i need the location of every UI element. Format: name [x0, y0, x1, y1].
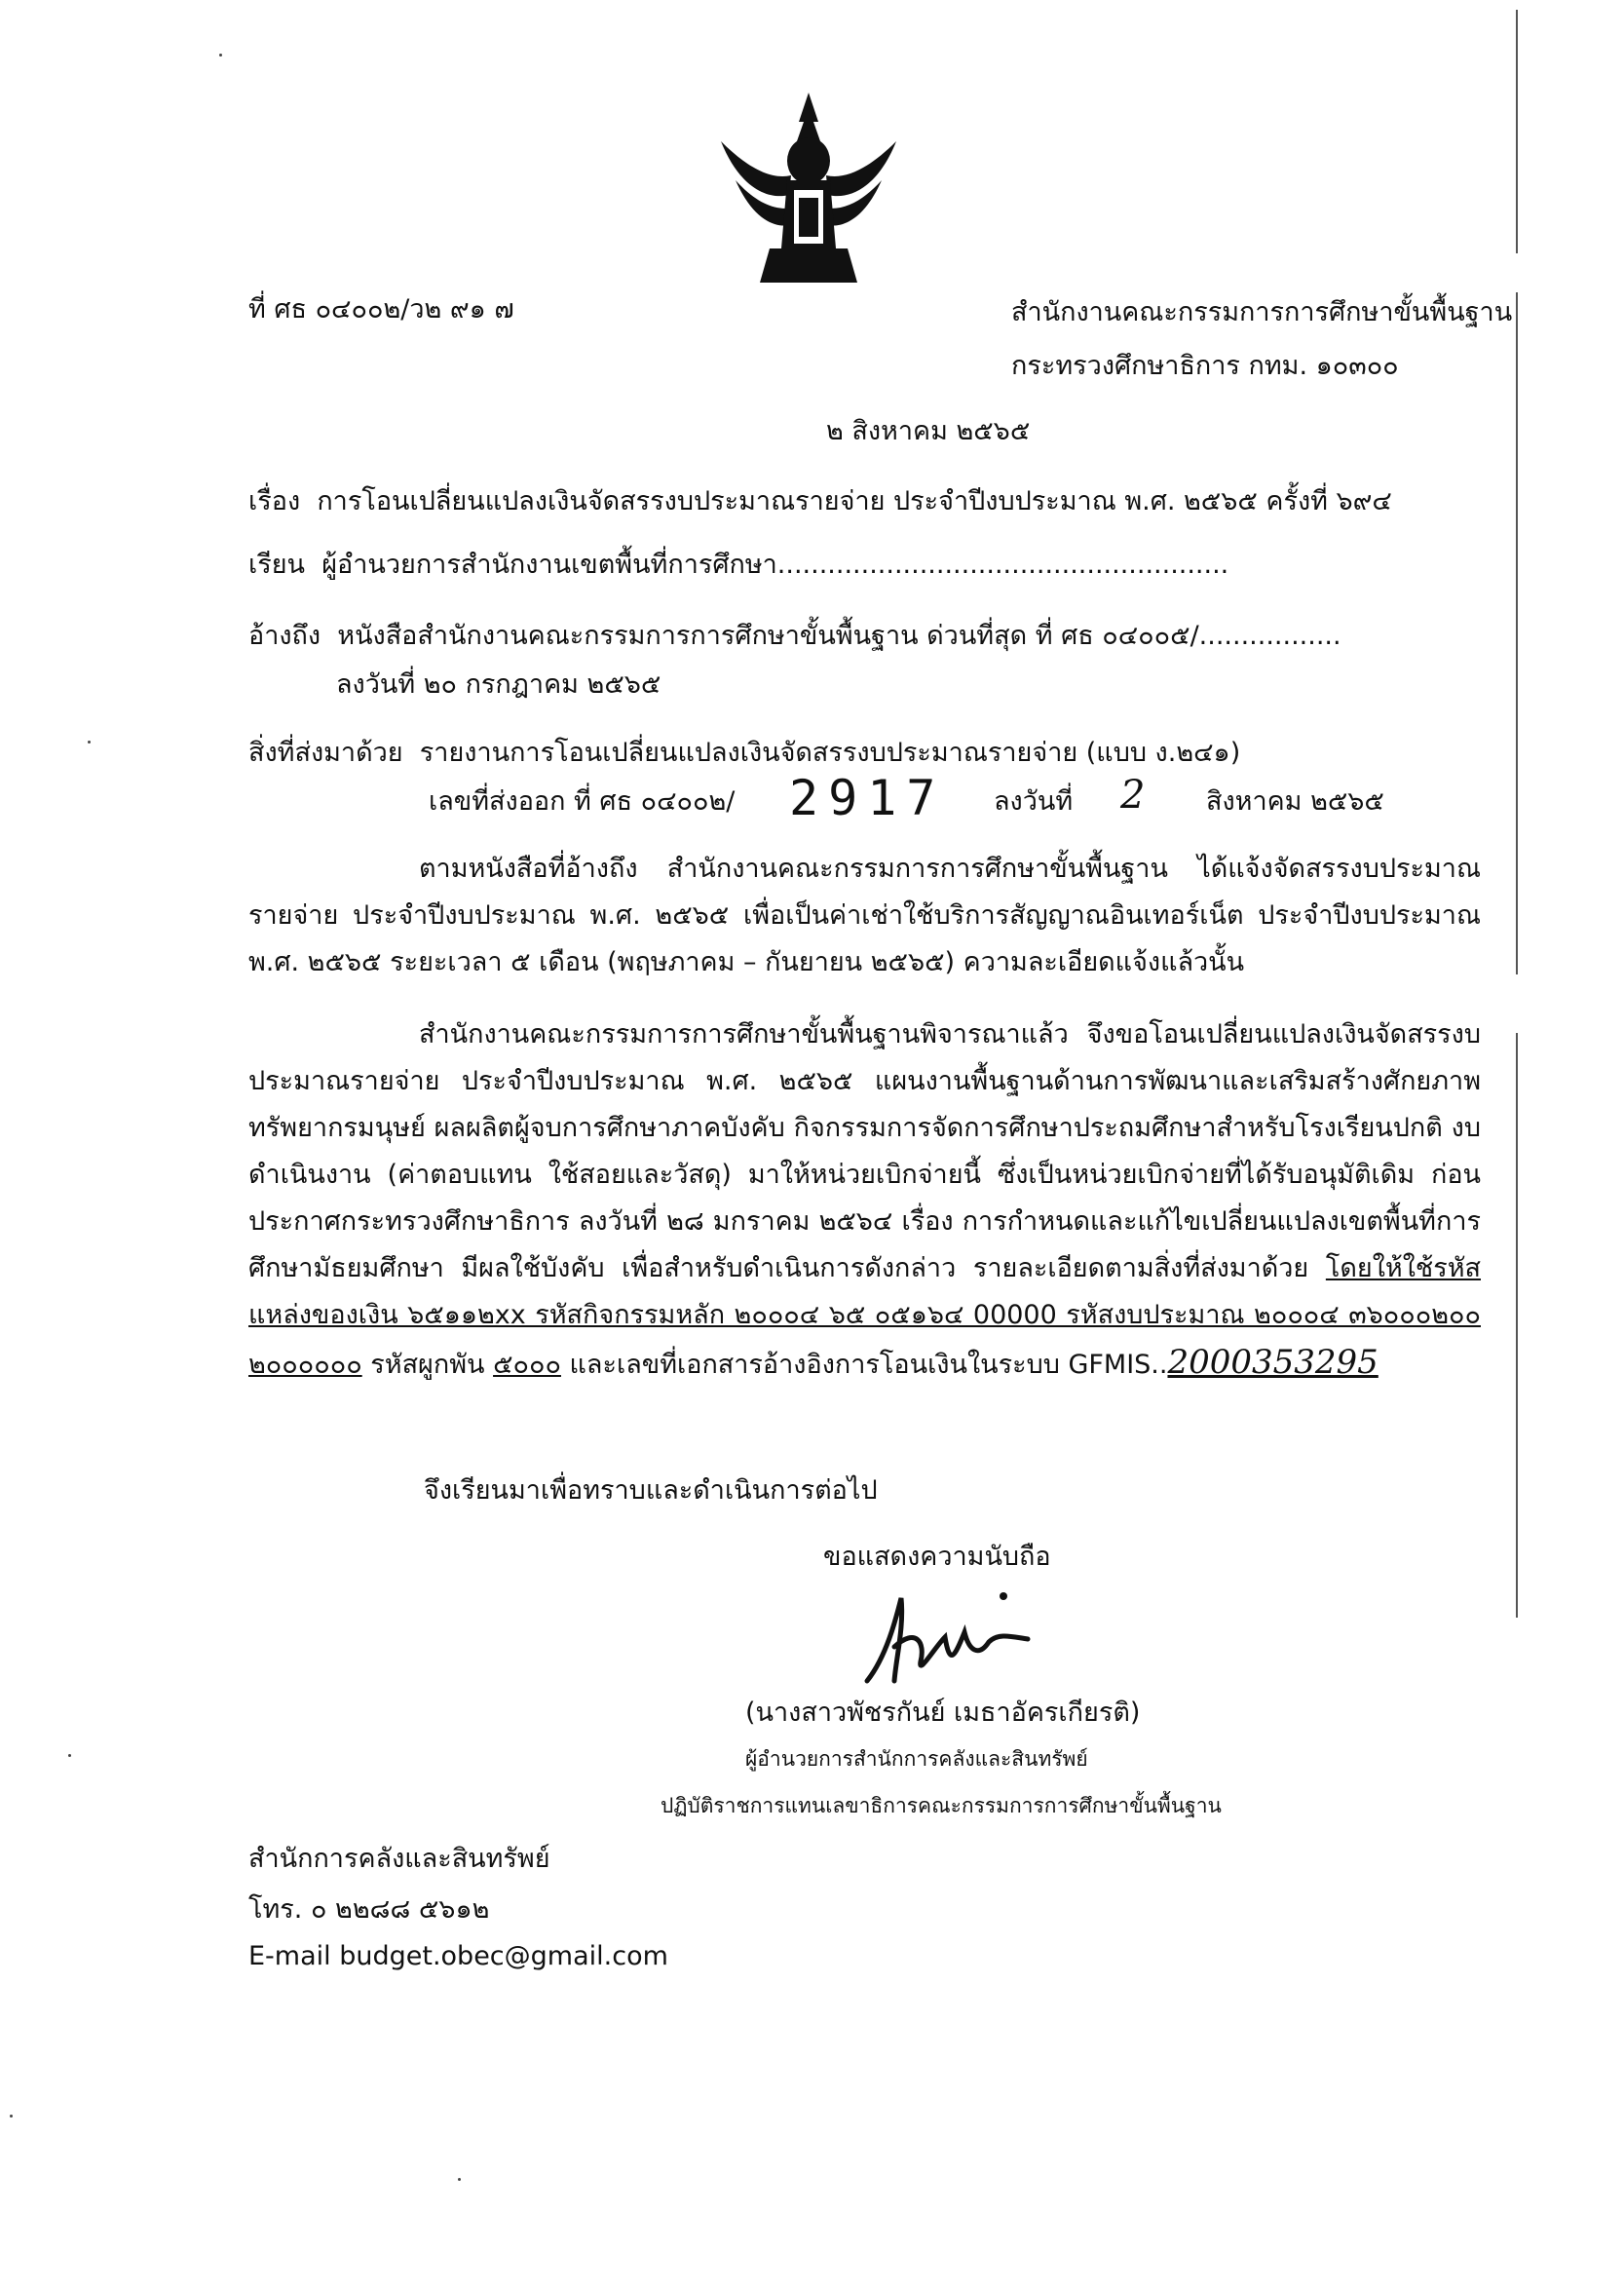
footer-telephone: โทร. ๐ ๒๒๘๘ ๕๖๑๒	[248, 1894, 490, 1925]
garuda-emblem-icon	[701, 83, 916, 297]
reference-line	[248, 619, 1341, 654]
body-paragraph-2	[248, 1011, 1481, 1389]
out-number-handwritten: 2917	[789, 770, 946, 826]
scan-edge-line	[1516, 292, 1518, 974]
office-name: สำนักงานคณะกรรมการการศึกษาขั้นพื้นฐาน	[1011, 297, 1513, 327]
closing-text: จึงเรียนมาเพื่อทราบและดำเนินการต่อไป	[424, 1475, 878, 1506]
out-date-rest: สิงหาคม ๒๕๖๕	[1206, 786, 1384, 817]
signer-title-1: ผู้อำนวยการสำนักการคลังและสินทรัพย์	[745, 1747, 1088, 1771]
subject-label: เรื่อง	[248, 486, 301, 516]
scan-speck	[458, 2178, 461, 2181]
commitment-code: ๕๐๐๐	[493, 1350, 561, 1380]
recipient-label: เรียน	[248, 550, 306, 580]
signature-mark	[857, 1588, 1033, 1696]
fund-codes: โดยให้ใช้รหัสแหล่งของเงิน ๖๕๑๑๒xx รหัสกิจกรรมหลัก ๒๐๐๐๔ ๖๕ ๐๕๑๖๔ 00000 รหัสงบประมาณ ๒๐๐๐๔ ๓๖๐๐๐๒๐๐ ๒๐๐๐๐๐๐	[248, 1253, 1481, 1380]
regards-text: ขอแสดงความนับถือ	[823, 1542, 1051, 1572]
reference-date: ลงวันที่ ๒๐ กรกฎาคม ๒๕๖๕	[336, 669, 661, 700]
footer-email: E-mail budget.obec@gmail.com	[248, 1941, 668, 1971]
body-paragraph-1: ตามหนังสือที่อ้างถึง สำนักงานคณะกรรมการการศึกษาขั้นพื้นฐาน ได้แจ้งจัดสรรงบประมาณรายจ่าย ประจำปีงบประมาณ พ.ศ. ๒๕๖๕ เพื่อเป็นค่าเช่าใช้บริการสัญญาณอินเทอร์เน็ต ประจำปีงบประมาณ พ.ศ. ๒๕๖๕ ระยะเวลา ๕ เดือน (พฤษภาคม – กันยายน ๒๕๖๕) ความละเอียดแจ้งแล้วนั้น	[248, 854, 1481, 977]
scan-speck	[10, 2115, 13, 2118]
body-paragraph-2-main: สำนักงานคณะกรรมการการศึกษาขั้นพื้นฐานพิจารณาแล้ว จึงขอโอนเปลี่ยนแปลงเงินจัดสรรงบประมาณรายจ่าย ประจำปีงบประมาณ พ.ศ. ๒๕๖๕ แผนงานพื้นฐานด้านการพัฒนาและเสริมสร้างศักยภาพทรัพยากรมนุษย์ ผลผลิตผู้จบการศึกษาภาคบังคับ กิจกรรมการจัดการศึกษาประถมศึกษาสำหรับโรงเรียนปกติ งบดำเนินงาน (ค่าตอบแทน ใช้สอยและวัสดุ) มาให้หน่วยเบิกจ่ายนี้ ซึ่งเป็นหน่วยเบิกจ่ายที่ได้รับอนุมัติเดิม ก่อนประกาศกระทรวงศึกษาธิการ ลงวันที่ ๒๘ มกราคม ๒๕๖๔ เรื่อง การกำหนดและแก้ไขเปลี่ยนแปลงเขตพื้นที่การศึกษามัธยมศึกษา มีผลใช้บังคับ เพื่อสำหรับดำเนินการดังกล่าว รายละเอียดตามสิ่งที่ส่งมาด้วย	[248, 1019, 1481, 1283]
out-date-label: ลงวันที่	[994, 786, 1074, 817]
recipient-text: ผู้อำนวยการสำนักงานเขตพื้นที่การศึกษา......................................................	[321, 550, 1229, 580]
recipient-line	[248, 548, 1228, 583]
gfmis-handwritten: 2000353295	[1167, 1343, 1379, 1382]
reference-text: หนังสือสำนักงานคณะกรรมการการศึกษาขั้นพื้นฐาน ด่วนที่สุด ที่ ศธ ๐๔๐๐๕/.................	[337, 621, 1341, 651]
signer-name: (นางสาวพัชรกันย์ เมธาอัครเกียรติ)	[745, 1698, 1141, 1728]
signer-title-2: ปฏิบัติราชการแทนเลขาธิการคณะกรรมการการศึกษาขั้นพื้นฐาน	[661, 1794, 1222, 1817]
footer-department: สำนักการคลังและสินทรัพย์	[248, 1844, 550, 1874]
enclosure-label: สิ่งที่ส่งมาด้วย	[248, 738, 403, 768]
out-number-label: เลขที่ส่งออก ที่ ศธ ๐๔๐๐๒/	[429, 786, 736, 817]
gfmis-label: และเลขที่เอกสารอ้างอิงการโอนเงินในระบบ GFMIS..	[560, 1350, 1168, 1380]
out-date-handwritten: 2	[1120, 773, 1146, 818]
enclosure-line	[248, 736, 1240, 771]
scan-speck	[219, 54, 222, 57]
reference-label: อ้างถึง	[248, 621, 321, 651]
enclosure-text: รายงานการโอนเปลี่ยนแปลงเงินจัดสรรงบประมาณรายจ่าย (แบบ ง.๒๔๑)	[419, 738, 1241, 768]
scan-speck	[88, 741, 91, 744]
scan-edge-line	[1516, 1033, 1518, 1618]
office-address: กระทรวงศึกษาธิการ กทม. ๑๐๓๐๐	[1011, 351, 1399, 381]
commitment-label: รหัสผูกพัน	[361, 1350, 494, 1380]
subject-line	[248, 484, 1392, 519]
document-date: ๒ สิงหาคม ๒๕๖๕	[826, 416, 1031, 446]
scan-edge-line	[1516, 10, 1518, 253]
scan-speck	[68, 1754, 71, 1757]
subject-text: การโอนเปลี่ยนแปลงเงินจัดสรรงบประมาณรายจ่าย ประจำปีงบประมาณ พ.ศ. ๒๕๖๕ ครั้งที่ ๖๙๔	[317, 486, 1392, 516]
document-number: ที่ ศธ ๐๔๐๐๒/ว๒ ๙๑ ๗	[248, 294, 514, 324]
